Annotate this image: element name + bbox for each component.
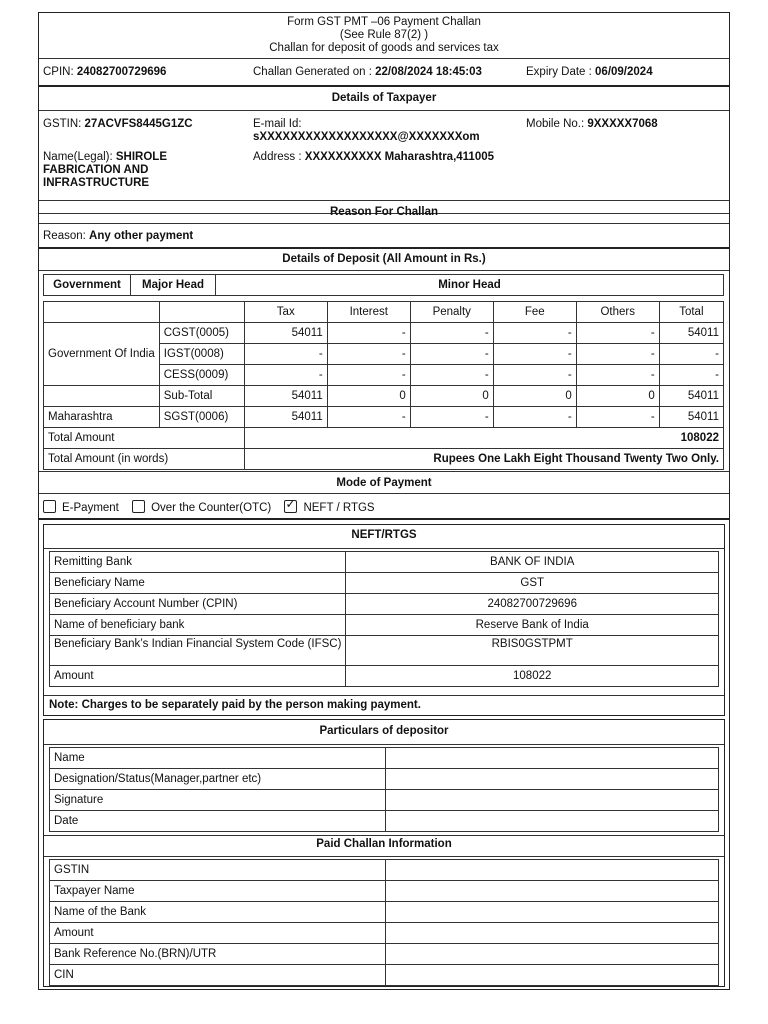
cell: 54011	[244, 407, 327, 428]
depositor-box	[43, 719, 725, 987]
cell: -	[659, 365, 723, 386]
paid-title: Paid Challan Information	[316, 838, 452, 850]
option-neft-rtgs[interactable]	[284, 502, 374, 514]
cell: -	[244, 365, 327, 386]
sub-header-total: Total	[659, 302, 723, 323]
cell: -	[327, 323, 410, 344]
payment-mode-title: Mode of Payment	[39, 471, 729, 494]
depositor-value	[386, 790, 719, 811]
paid-label: Taxpayer Name	[50, 881, 386, 902]
neft-checkbox[interactable]	[284, 500, 297, 513]
depositor-title: Particulars of depositor	[319, 725, 449, 737]
sub-header-interest: Interest	[327, 302, 410, 323]
col-minor-head: Minor Head	[216, 275, 724, 296]
cell: -	[576, 323, 659, 344]
gstin: GSTIN: 27ACVFS8445G1ZC	[43, 118, 193, 130]
total-amount-value: 108022	[244, 428, 723, 449]
government-of-india: Government Of India	[44, 323, 160, 386]
neft-value: GST	[346, 573, 719, 594]
depositor-label: Name	[50, 748, 386, 769]
cell: -	[493, 344, 576, 365]
neft-label: Amount	[50, 666, 346, 687]
neft-table	[49, 551, 719, 687]
email: E-mail Id: sXXXXXXXXXXXXXXXXXX@XXXXXXXom	[253, 118, 480, 143]
cell: 54011	[659, 407, 723, 428]
cell: -	[327, 365, 410, 386]
neft-note: Note: Charges to be separately paid by the person making payment.	[49, 699, 421, 711]
total-amount-label: Total Amount	[44, 428, 245, 449]
reason-section-title: Reason For Challan	[39, 200, 729, 224]
head-cess: CESS(0009)	[159, 365, 244, 386]
cell: -	[576, 344, 659, 365]
neft-box	[43, 524, 725, 716]
taxpayer-section-title: Details of Taxpayer	[39, 87, 729, 111]
depositor-label: Date	[50, 811, 386, 832]
cell: 54011	[659, 386, 723, 407]
cell: -	[244, 344, 327, 365]
depositor-value	[386, 748, 719, 769]
total-words-label: Total Amount (in words)	[44, 449, 245, 470]
challan-generated: Challan Generated on : 22/08/2024 18:45:03	[253, 66, 482, 78]
option-label: NEFT / RTGS	[303, 502, 375, 514]
form-rule: (See Rule 87(2) )	[339, 29, 429, 41]
paid-value	[386, 965, 719, 986]
deposit-table	[43, 301, 724, 470]
payment-mode-options	[39, 494, 729, 520]
neft-label: Beneficiary Name	[50, 573, 346, 594]
neft-value: RBIS0GSTPMT	[346, 636, 719, 666]
cell: -	[493, 365, 576, 386]
cell: 0	[410, 386, 493, 407]
neft-value: Reserve Bank of India	[346, 615, 719, 636]
neft-label: Name of beneficiary bank	[50, 615, 346, 636]
neft-title: NEFT/RTGS	[351, 529, 417, 541]
depositor-table	[49, 747, 719, 832]
epayment-checkbox[interactable]	[43, 500, 56, 513]
cell: 0	[493, 386, 576, 407]
challan-form	[38, 12, 730, 990]
paid-value	[386, 923, 719, 944]
neft-label: Remitting Bank	[50, 552, 346, 573]
mobile: Mobile No.: 9XXXXX7068	[526, 118, 658, 130]
paid-label: CIN	[50, 965, 386, 986]
form-header	[39, 13, 729, 59]
cell: -	[493, 323, 576, 344]
otc-checkbox[interactable]	[132, 500, 145, 513]
neft-label: Beneficiary Account Number (CPIN)	[50, 594, 346, 615]
cell: -	[327, 407, 410, 428]
cell: 54011	[244, 386, 327, 407]
neft-value: 24082700729696	[346, 594, 719, 615]
paid-value	[386, 881, 719, 902]
paid-label: GSTIN	[50, 860, 386, 881]
expiry-date: Expiry Date : 06/09/2024	[526, 66, 653, 78]
reason-value: Any other payment	[89, 230, 194, 242]
cell: -	[659, 344, 723, 365]
cell: -	[327, 344, 410, 365]
neft-value: 108022	[346, 666, 719, 687]
cell: 54011	[659, 323, 723, 344]
cell: -	[410, 365, 493, 386]
paid-value	[386, 902, 719, 923]
head-igst: IGST(0008)	[159, 344, 244, 365]
depositor-label: Designation/Status(Manager,partner etc)	[50, 769, 386, 790]
paid-value	[386, 944, 719, 965]
option-label: Over the Counter(OTC)	[151, 502, 272, 514]
depositor-value	[386, 811, 719, 832]
reason-label: Reason:	[43, 230, 90, 242]
sub-header-penalty: Penalty	[410, 302, 493, 323]
address: Address : XXXXXXXXXX Maharashtra,411005	[253, 151, 495, 163]
form-title: Form GST PMT –06 Payment Challan	[287, 16, 481, 28]
paid-value	[386, 860, 719, 881]
cell: 0	[327, 386, 410, 407]
neft-value: BANK OF INDIA	[346, 552, 719, 573]
cpin: CPIN: 24082700729696	[43, 66, 167, 78]
total-words-value: Rupees One Lakh Eight Thousand Twenty Two Only.	[244, 449, 723, 470]
cell: 0	[576, 386, 659, 407]
cell: -	[410, 344, 493, 365]
form-subtitle: Challan for deposit of goods and services tax	[269, 42, 499, 54]
col-government: Government	[44, 275, 131, 296]
deposit-table-wrap	[43, 274, 724, 470]
paid-label: Name of the Bank	[50, 902, 386, 923]
deposit-head-table	[43, 274, 724, 296]
legal-name: Name(Legal): SHIROLE FABRICATION AND INFRASTRUCTURE	[43, 151, 167, 189]
state-name: Maharashtra	[44, 407, 160, 428]
paid-table	[49, 859, 719, 986]
deposit-section-title: Details of Deposit (All Amount in Rs.)	[39, 249, 729, 271]
sub-header-others: Others	[576, 302, 659, 323]
reason-row	[39, 224, 729, 249]
paid-label: Amount	[50, 923, 386, 944]
col-major-head: Major Head	[131, 275, 216, 296]
paid-label: Bank Reference No.(BRN)/UTR	[50, 944, 386, 965]
cell: -	[576, 407, 659, 428]
head-cgst: CGST(0005)	[159, 323, 244, 344]
option-otc[interactable]	[132, 502, 271, 514]
neft-label: Beneficiary Bank’s Indian Financial System Code (IFSC)	[50, 636, 346, 666]
option-label: E-Payment	[62, 502, 119, 514]
head-sgst: SGST(0006)	[159, 407, 244, 428]
challan-info-row	[39, 59, 729, 87]
depositor-label: Signature	[50, 790, 386, 811]
cell: -	[410, 407, 493, 428]
cell: -	[493, 407, 576, 428]
cell: -	[576, 365, 659, 386]
sub-header-fee: Fee	[493, 302, 576, 323]
cell: 54011	[244, 323, 327, 344]
option-epayment[interactable]	[43, 502, 119, 514]
cell: -	[410, 323, 493, 344]
depositor-value	[386, 769, 719, 790]
taxpayer-details	[39, 111, 729, 214]
head-subtotal: Sub-Total	[159, 386, 244, 407]
sub-header-tax: Tax	[244, 302, 327, 323]
